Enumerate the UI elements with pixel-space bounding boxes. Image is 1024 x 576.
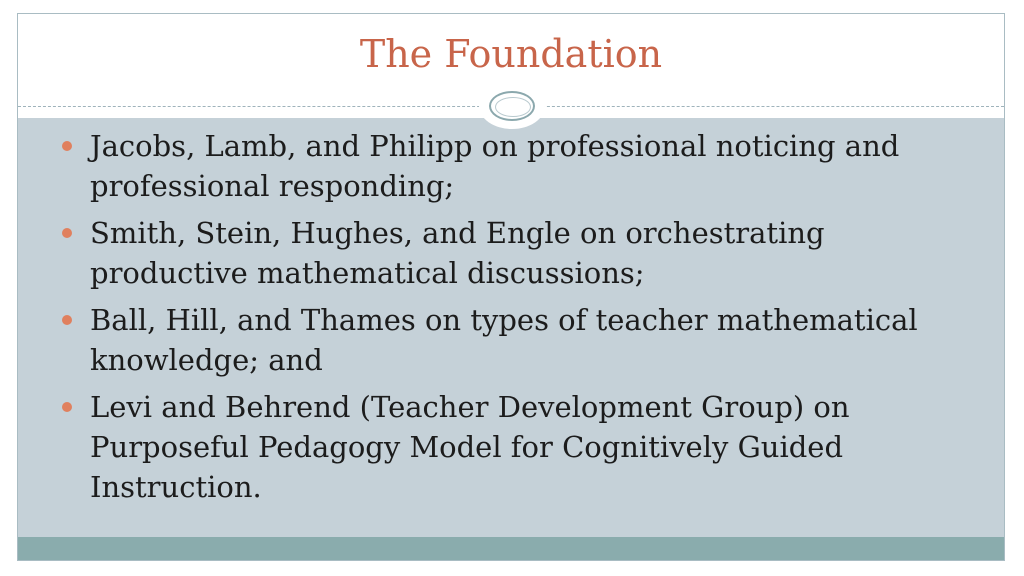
bullet-icon (62, 315, 72, 325)
ornament-inner-ring (495, 97, 531, 117)
bullet-icon (62, 402, 72, 412)
ornament-outer-ring (489, 91, 535, 121)
oval-ring-ornament-icon (479, 83, 545, 129)
bullet-icon (62, 228, 72, 238)
bullet-item (58, 126, 978, 206)
bullet-item (58, 300, 978, 380)
bullet-list (58, 126, 978, 514)
slide-title: The Foundation (359, 32, 663, 76)
bullet-icon (62, 141, 72, 151)
bullet-text: Ball, Hill, and Thames on types of teacher mathematical knowledge; and (90, 303, 918, 377)
footer-bar (18, 537, 1004, 561)
slide-frame (17, 13, 1005, 561)
bullet-text: Jacobs, Lamb, and Philipp on professional noticing and professional responding; (90, 129, 900, 203)
bullet-text: Levi and Behrend (Teacher Development Group) on Purposeful Pedagogy Model for Cognitively Guided Instruction. (90, 390, 850, 504)
bullet-item (58, 213, 978, 293)
bullet-item (58, 387, 978, 507)
bullet-text: Smith, Stein, Hughes, and Engle on orchestrating productive mathematical discussions; (90, 216, 825, 290)
